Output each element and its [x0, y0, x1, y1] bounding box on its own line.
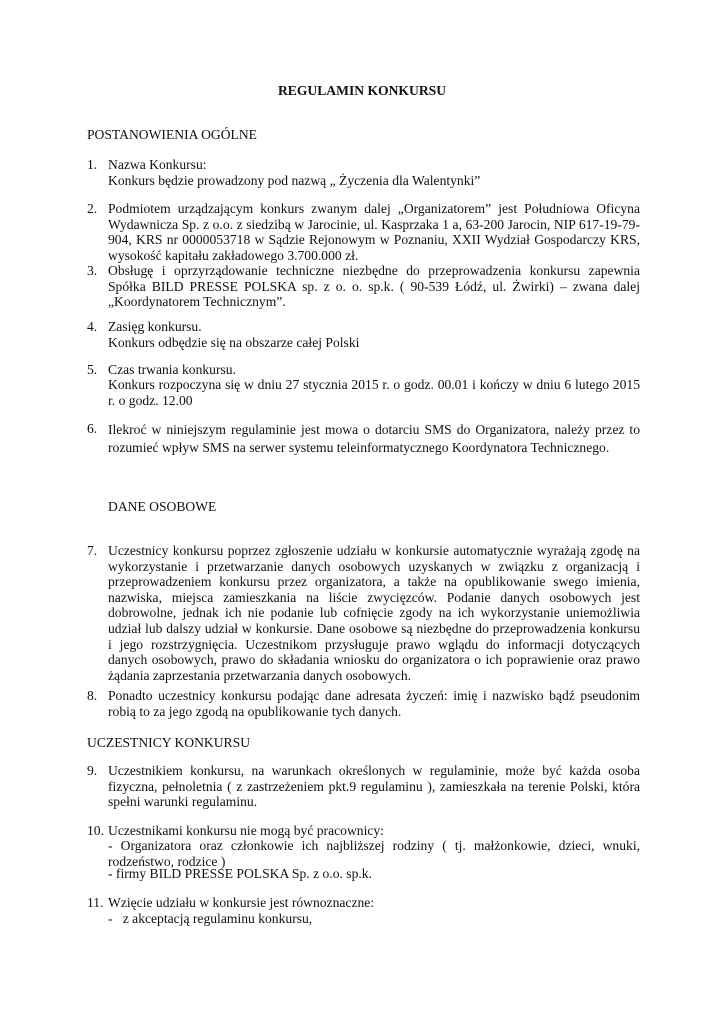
item-4-text: [108, 319, 640, 350]
item-number: 11.: [87, 895, 104, 910]
item-7-text: Uczestnicy konkursu poprzez zgłoszenie udziału w konkursie automatycznie wyrażają zgodę na wykorzystanie i przetwarzanie danych osobowych uzyskanych w związku z organizacją i przeprowadzeniem konkursu przez organizatora, a także na opublikowanie swego imienia, nazwiska, miejsca zamieszkania na liście zwycięzców. Podanie danych osobowych jest dobrowolne, jednak ich nie podanie lub cofnięcie zgody na ich wykorzystanie uniemożliwia udział lub dalszy udział w konkursie. Dane osobowe są niezbędne do przeprowadzenia konkursu i jego rozstrzygnięcia. Uczestnikom przysługuje prawo wglądu do informacji dotyczących danych osobowych, prawo do składania wniosku do organizatora o ich poprawienie oraz prawo żądania zaprzestania przetwarzania danych osobowych.: [108, 543, 640, 683]
item-number: 2.: [87, 201, 98, 216]
item-number: 8.: [87, 688, 98, 703]
item-1-line-2: Konkurs będzie prowadzony pod nazwą „ Życzenia dla Walentynki”: [108, 172, 481, 188]
item-number: 4.: [87, 319, 98, 334]
section-heading-general: POSTANOWIENIA OGÓLNE: [87, 127, 257, 142]
item-11-line-2: - z akceptacją regulaminu konkursu,: [108, 910, 313, 926]
item-number: 3.: [87, 263, 98, 278]
item-10-text: - Organizatora oraz członkowie ich najbliższej rodziny ( tj. małżonkowie, dzieci, wnuki, rodzeństwo, rodzice ): [108, 838, 640, 869]
item-number: 1.: [87, 157, 98, 172]
item-10-extra: - firmy BILD PRESSE POLSKA Sp. z o.o. sp.k.: [108, 866, 372, 881]
item-number: 9.: [87, 763, 98, 778]
item-number: 6.: [87, 421, 98, 436]
item-number: 7.: [87, 543, 98, 558]
item-1-text: [108, 157, 640, 188]
item-1-line-1: Nazwa Konkursu:: [108, 157, 207, 172]
item-4-line-1: Zasięg konkursu.: [108, 319, 202, 334]
item-11-line-1: Wzięcie udziału w konkursie jest równoznaczne:: [108, 895, 375, 910]
item-number: 10.: [87, 823, 104, 838]
section-heading-participants: UCZESTNICY KONKURSU: [87, 735, 251, 750]
item-4-line-2: Konkurs odbędzie się na obszarze całej Polski: [108, 334, 360, 350]
item-9-text: Uczestnikiem konkursu, na warunkach określonych w regulaminie, może być każda osoba fizyczna, pełnoletnia ( z zastrzeżeniem pkt.9 regulaminu ), zamieszkała na terenie Polski, która spełni warunki regulaminu.: [108, 763, 640, 810]
item-number: 5.: [87, 362, 98, 377]
item-2-text: Podmiotem urządzającym konkurs zwanym dalej „Organizatorem” jest Południowa Oficyna Wydawnicza Sp. z o.o. z siedzibą w Jarocinie, ul. Kasprzaka 1 a, 63-200 Jarocin, NIP 617-19-79-904, KRS nr 0000053718 w Sądzie Rejonowym w Poznaniu, XXII Wydział Gospodarczy KRS, wysokość kapitału zakładowego 3.700.000 zł.: [108, 201, 640, 263]
item-8-text: Ponadto uczestnicy konkursu podając dane adresata życzeń: imię i nazwisko bądź pseudonim robią to za jego zgodą na opublikowanie tych danych.: [108, 688, 640, 719]
document-title: REGULAMIN KONKURSU: [277, 83, 447, 98]
item-11-text: [108, 895, 640, 926]
section-heading-personal: DANE OSOBOWE: [108, 499, 217, 514]
item-3-text: Obsługę i oprzyrządowanie techniczne niezbędne do przeprowadzenia konkursu zapewnia Spółka BILD PRESSE POLSKA sp. z o. o. sp.k. ( 90-539 Łódź, ul. Żwirki) – zwana dalej „Koordynatorem Technicznym”.: [108, 263, 640, 310]
item-10-heading: Uczestnikami konkursu nie mogą być pracownicy:: [108, 823, 384, 838]
item-5-text: Konkurs rozpoczyna się w dniu 27 stycznia 2015 r. o godz. 00.01 i kończy w dniu 6 lutego 2015 r. o godz. 12.00: [108, 377, 640, 408]
item-6-text: Ilekroć w niniejszym regulaminie jest mowa o dotarciu SMS do Organizatora, należy przez to rozumieć wpływ SMS na serwer systemu teleinformatycznego Koordynatora Technicznego.: [108, 422, 640, 455]
item-5-heading: Czas trwania konkursu.: [108, 362, 236, 377]
